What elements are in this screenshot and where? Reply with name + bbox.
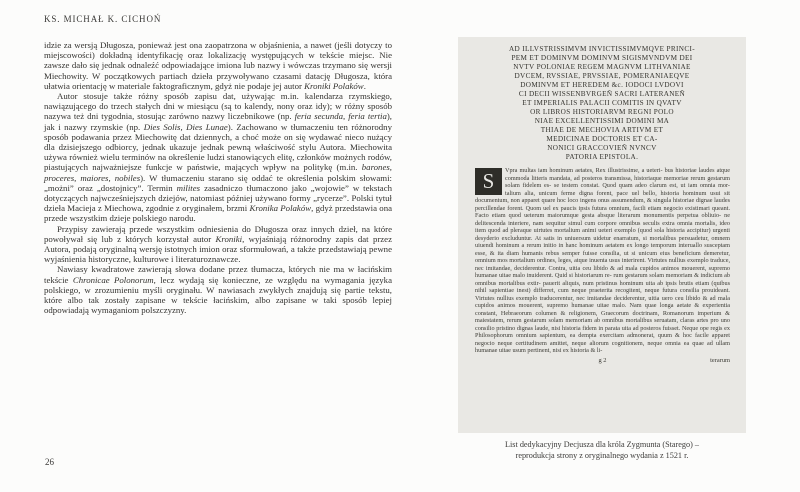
facsimile-body-line: nisi ex historia & li- [552,347,603,354]
facsimile-heading-line: CI DECII WISSENBVRGEÑ SACRI LATERANEÑ [518,90,686,98]
facsimile-body-line: At satis in uniuersum uidetur enarratum, si mortalibus persuadetur, omnem [534,234,730,242]
facsimile-body-line: deciderentur, uitia uero ceu libido & ad mala cupidos animos mouerent, [475,294,730,309]
figure-caption [448,440,756,461]
facsimile-heading-line: MEDICINAE DOCTORIS ET CA- [546,135,658,143]
facsimile-body-line: leges, atque inuenta usus interirent. Virtutes nullius exemplo traduce, nec [475,257,730,272]
paragraph: Autor stosuje także różny sposób zapisu dat, używając m.in. kalendarza rzymskiego, nawiązującego do trzech stałych dni w miesiącu (są to kalendy, nony oraz idy); w różny sposób nazywa też dni tygodnia, stosując zarówno nazwy liczebnikowe (np. feria secunda, feria tertia), jak i nazwy rzymskie (np. Dies Solis, Dies Lunae). Zachowano w tłumaczeniu ten różnorodny sposób podawania przez Miechowitę dat dziennych, a choć może on się wydawać nieco nużący dla dzisiejszego odbiorcy, jednak ukazuje jednak pewną właściwość stylu Autora. Miechowita używa również wielu terminów na określenie ludzi stanowiących elitę, członków możnych rodów, piastujących najważniejsze funkcje w państwie, mających wpływ na politykę (m.in. barones, proceres, maiores, nobiles). W tłumaczeniu starano się oddać te określenia polskim słowami: „możni” oraz „dostojnicy”. Termin milites zasadniczo tłumaczono jako „wojowie” w tekstach dotyczących najwcześniejszych dziejów, natomiast później używano formy „rycerze”. Polski tytuł dzieła Macieja z Miechowa, zgodnie z oryginałem, brzmi Kronika Polaków, gdyż przedstawia ona przede wszystkim dzieje polskiego narodu. [44,91,393,224]
facsimile-heading-line: OR LIBROS HISTORIARVM REGNI POLO [530,108,674,116]
caption-line: reprodukcja strony z oryginalnego wydania z 1521 r. [515,450,689,460]
facsimile-body-line: & singula historiae dignae laudes percillendae forent. Quom uel ex paucis [475,197,730,212]
facsimile-body-line: uiuendi hominum a rerum initio in hanc hominum aetatem ex longo temporum [475,242,679,249]
facsimile-body-line: extra omnia mortalis, ideo item quod ad pleraque uirtutes mortalium animi [475,219,731,234]
facsimile-body-line: transmissa, historiaque memoriae rerum gestarum solam fidelem es- [505,174,730,189]
facsimile-body-line: consilia prouideant. Virtutes nullius exemplo traducerentur, nec imitandae [475,287,730,302]
facsimile-heading [472,45,732,162]
paragraph: idzie za wersją Długosza, ponieważ jest ona zaopatrzona w objaśnienia, a nawet (jeśli dotyczy to miejscowości) dokładną identyfikację oraz lokalizację występujących w tekście miejsc. Nie zawsze dało się jednak odnaleźć odpowiadające imiona lub nazwy i wówczas trzymano się wersji Miechowity. W początkowych partiach dzieła przywoływano czasami datację Długosza, która ułatwia orientację w materiale faktograficznym, gdyż nie podaje jej autor Kroniki Polaków. [44,40,392,91]
facsimile-body-line: mouerent, supremo humanae uitae malo inuiderent. Quid si historiarum re- [475,264,730,279]
facsimile-heading-line: DOMINVM ET HEREDEM &c. IODOCI LVDOVI [520,81,684,89]
page-number: 26 [45,457,54,467]
facsimile-body-line: cognitionem, neque omnia ea quae ad ullam humanae uitae usum pertinent, [475,339,730,354]
signature-mark: g 2 [598,356,607,364]
facsimile-body-line: mortalibus seruatam, claras artes pro uno consilio pristino dignas laude, [475,317,730,332]
facsimile-heading-line: DVCEM, RVSSIAE, PRVSSIAE, POMERANIAEQVE [514,72,690,80]
paragraph: Przypisy zawierają przede wszystkim odniesienia do Długosza oraz innych dzieł, na które powoływał się lub z których korzystał autor Kroniki, wyjaśniają różnorodny zapis dat przez Autora, podają oryginalną wersję istotnych imion oraz sformułowań, a także przedstawiają pewne wyjaśnienia historyczne, kulturowe i literaturoznawcze. [44,223,392,265]
facsimile-heading-line: NVTV POLONIAE REGEM MAGNVM LITHVANIAE [513,63,691,71]
facsimile-heading-line: NIAE EXCELLENTISSIMI DOMINI MA [534,117,670,125]
facsimile-body-line: interuallo susceptam esse, & ita diam humanis rebus semper fuisse consilia, [475,242,730,257]
facsimile-body-line: & hoc facile apparet negocio neque certitudinem amittet, neque aliorum [475,332,730,347]
facsimile-body [475,167,730,355]
facsimile-body-line: ut si unicum eius beneficium demeretur, omnium mos mortalium ordines, [475,249,730,264]
facsimile-body-line: ipsis futura omnium, facili etiam negocio existimari queant. Facto etiam quod [475,204,730,219]
facsimile-dropcap: S [475,168,502,195]
facsimile-heading-line: PATORIA EPISTOLA. [565,153,639,161]
facsimile-body-line: ueteri exemplo (quod sola historia accipitur) urgenti desyderio excluduntur. [475,227,730,242]
facsimile-body-line: rum gestarum solam memoriam & indicium ab omnibus mortalibus extir- [475,272,730,287]
body-text [44,40,392,315]
facsimile-heading-line: NONICI GRACCOVIEÑ NVNCV [547,144,657,152]
facsimile-body-line: imitandae, deciderentur. Contra, uitia ceu libido & ad mala cupidos animos [485,264,682,272]
running-head: KS. MICHAŁ K. CICHOŃ [44,14,162,24]
facsimile-heading-line: ET IMPERIALIS PALACII COMITIS IN QVATV [522,99,682,107]
facsimile-body-line: se testem constat. Quod quam adeo clarum est, ut iam omnia mor- [553,182,730,189]
facsimile-body-line: Philosophorum omnium sapientum, ea dempta exercitam admonerat, quum [475,332,676,339]
facsimile-body-line: supremo humanae uitae malo. Nam quae longa aetate & experientia constant, [475,302,730,317]
facsimile-body-line: bus historiae laudes atque commoda litteris mandata, ad posteros [505,167,730,182]
facsimile-body-line: Hebraeorum columen & religionem, Graecorum doctrinam, Romanorum [500,309,698,317]
facsimile-body-line: imperium & maiestatem, rerum gestarum solam memoriam ab omnibus [475,309,730,324]
facsimile-body-text [475,167,730,354]
facsimile-body-line: pauerit aliquis, num pristinus hominum uita ab ipsis brutis etiam (quibus [542,279,730,287]
paragraph: Nawiasy kwadratowe zawierają słowa dodane przez tłumacza, których nie ma w łacińskim tekście Chronicae Polonorum, lecz wydają się konieczne, ze względu na wymagania języka polskiego, w zrozumieniu myśli oryginału. W nawiasach zwykłych znajdują się partie tekstu, które albo tak zostały zapisane w tekście łacińskim, albo zapisane w taki sposób lepiej odpowiadają wymaganiom polszczyzny. [44,264,392,316]
facsimile-heading-line: THIAE DE MECHOVIA ARTIVM ET [540,126,664,134]
facsimile-body-line: ne delitescenda interiere, nam sequitur simul cum corpore omnibus seculis [475,212,730,227]
facsimile-plate [458,37,746,433]
facsimile-body-line: nisi historia fidem in parata uita ad posteros fuisset. Neque ope regis ex [551,324,730,332]
facsimile-body-line: Vpra multas iam hominum aetates, Rex illustrissime, a ueteri- [505,167,665,174]
facsimile-body-line: talium alia, unicum ferme digna forent, pace uel bello, historia hominum [505,189,711,197]
facsimile-body-line: ueterum maiorumque gesta absque literarum monumentis perpetua obliuio- [524,212,725,219]
facsimile-body-line: nihil sapientiae inest) differret, cum neque praeterita recogitent, neque futura [475,287,680,294]
caption-line: List dedykacyjny Decjusza dla króla Zygmunta (Starego) – [505,440,699,449]
facsimile-footer [475,357,730,366]
facsimile-heading-line: PEM ET DOMINVM DOMINVM SIGISMVNDVM DEI [511,54,693,62]
facsimile-body-line: usui sit documentum, non apparet quare hoc loco ingens onus assumendum, [475,189,730,204]
catchword: terarum [710,356,730,364]
facsimile-heading-line: AD ILLVSTRISSIMVM INVICTISSIMVMQVE PRINCI- [509,45,695,53]
